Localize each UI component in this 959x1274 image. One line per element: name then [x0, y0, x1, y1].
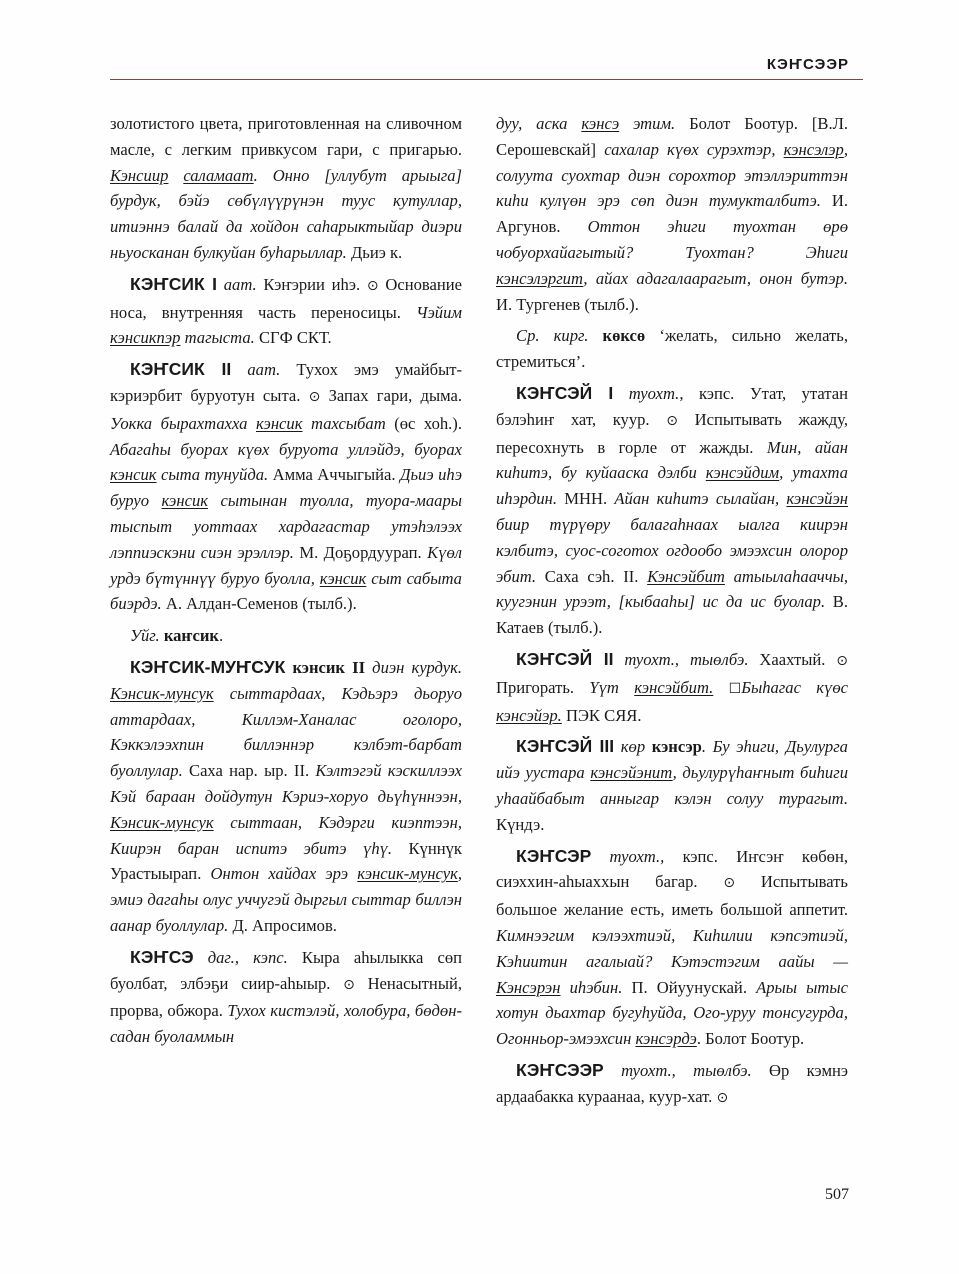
entry-continuation: дуу, аска кэнсэ этим. Болот Боотур. [В.Л. Серошевскай] сахалар күөх сурэхтэр, кэнсэлэр, солуута суохтар диэн сорохтор этэллэриттэн киһи кулүөн эрэ сөп диэн тумукталбитэ. И. Аргунов. Оттон эһиги туохтан өрө чобуорхайагытый? Туохтан? Эһиги кэнсэлэргит, айах адагалаарагыт, онон бутэр. И. Тургенев (тылб.).	[496, 114, 848, 314]
circle-dot-icon: ⊙	[716, 1089, 729, 1106]
etymology-note: Ср. кирг. көксө ‘желать, сильно желать, стремиться’.	[496, 326, 848, 372]
headword: КЭҤСЭЭР	[516, 1059, 604, 1080]
headword: КЭҤСЭР	[516, 845, 592, 866]
headword: КЭҤСИК II	[130, 359, 232, 380]
headword: КЭҤСИК-МУҤСУК	[130, 656, 286, 677]
headword: КЭҤСЭЙ III	[516, 736, 615, 757]
header-rule	[110, 79, 863, 80]
circle-dot-icon: ⊙	[836, 652, 848, 669]
headword: КЭҤСЭ	[130, 946, 194, 967]
page-number: 507	[825, 1186, 849, 1203]
running-head: КЭҤСЭЭР	[766, 56, 849, 73]
etymology-note: Уйг. каҥсик.	[130, 626, 224, 646]
entry-kensei-1: КЭҤСЭЙ I туохт., кэпс. Утат, утатан бэлэһиҥ хат, куур. ⊙ Испытывать жажду, пересохнуть в горле от жажды. Мин, айан киһитэ, бу куйааска дэлби кэнсэйдим, утахта иһэрдин. МНН. Айан киһитэ сылайан, кэнсэйэн биир түрүөру балагаһнаах ыалга киирэн кэлбитэ, суос-соготох огдообо эмээхсин олорор эбит. Саха сэһ. II. Кэнсэйбит атыылаһааччы, куугэнин урээт, [кыбааһы] ис да ис буолар. В. Катаев (тылб.).	[496, 382, 849, 638]
entry-kensei-3: КЭҤСЭЙ III көр кэнсэр. Бу эһиги, Дьулурга ийэ уустара кэнсэйэнит, дьулурүһаҥныт биһиги уһаайбабыт анныгар кэлэн солуу турагыт. Күндэ.	[496, 736, 848, 834]
circle-dot-icon: ⊙	[723, 875, 736, 892]
entry-kensik-1: КЭҤСИК I аат. Кэҥэрии иһэ. ⊙ Основание носа, внутренняя часть переносицы. Чэйим кэнсикпэр тагыста. СГФ СКТ.	[110, 273, 462, 348]
entry-kensik-2: КЭҤСИК II аат. Тухох эмэ умайбыт-кэриэрбит буруотун сыта. ⊙ Запах гари, дыма. Уокка бырахтахха кэнсик тахсыбат (өс хоһ.). Абагаһы буорах күөх буруота уллэйдэ, буорах кэнсик сыта тунуйда. Амма Аччыгыйа. Дьиэ иһэ буруо кэнсик сытынан туолла, туора-маары тыспыт уоттаах хардагастар утэһэлээх лэппиэскэни сиэн эрэллэр. М. Доҕордуурап. Күөл урдэ бүтүннүү буруо буолла, кэнсик сыт сабыта биэрдэ. А. Алдан-Семенов (тылб.).	[110, 359, 463, 614]
headword: КЭҤСЭЙ I	[516, 382, 614, 403]
right-column	[496, 111, 848, 1117]
headword: КЭҤСЭЙ II	[516, 648, 614, 669]
headword: КЭҤСИК I	[130, 273, 217, 294]
entry-kenser: КЭҤСЭР туохт., кэпс. Иҥсэҥ көбөн, сиэххин-аһыаххын багар. ⊙ Испытывать большое желание есть, иметь большой аппетит. Кимнээгим кэлээхтиэй, Киһилии кэпсэтиэй, Кэһиитин агалыай? Кэтэстэгим аайы — Кэнсэрэн иһэбин. П. Ойуунускай. Арыы ытыс хотун дьахтар бугуһуйда, Ого-уруу тонсугурда, Огонньор-эмээхсин кэнсэрдэ. Болот Боотур.	[496, 845, 848, 1049]
entry-kensik-munsuk: КЭҤСИК-МУҤСУК кэнсик II диэн курдук. Кэнсик-мунсук сыттардаах, Кэдьэрэ дьоруо аттардаах, Киллэм-Ханалас оголоро, Кэккэлээхпин биллэннэр кэлбэт-барбат буоллулар. Саха нар. ыр. II. Кэлтэгэй кэскиллээх Кэй бараан дойдутун Кэриэ-хоруо дьүһүннээн, Кэнсик-мунсук сыттаан, Кэдэрги киэптээн, Киирэн баран испитэ эбитэ үһү. Күннүк Урастыырап. Онтон хайдах эрэ кэнсик-мунсук, эмиэ дагаһы олус уччугэй дыргыл сыттар биллэн аанар буоллулар. Д. Апросимов.	[110, 656, 462, 935]
circle-dot-icon: ⊙	[366, 277, 379, 294]
entry-kense: КЭҤСЭ даг., кэпс. Кыра аһылыкка сөп буолбат, элбэҕи сиир-аһыыр. ⊙ Ненасытный, прорва, обжора. Тухох кистэлэй, холобура, бөдөн-садан буоламмын	[110, 946, 462, 1047]
entry-kenseer: КЭҤСЭЭР туохт., тыөлбэ. Өр кэмнэ ардаабакка кураанаа, куур-хат. ⊙	[496, 1059, 848, 1106]
left-column	[110, 111, 462, 1056]
entry-kensei-2: КЭҤСЭЙ II туохт., тыөлбэ. Хаахтый. ⊙ Пригорать. Үүт кэнсэйбит. ☐Быһагас күөс кэнсэйэр. ПЭК СЯЯ.	[496, 648, 848, 725]
circle-dot-icon: ⊙	[308, 388, 321, 405]
circle-dot-icon: ⊙	[343, 976, 355, 993]
square-icon: ☐	[728, 680, 742, 697]
entry-continuation: золотистого цвета, приготовленная на сливочном масле, с легким привкусом гари, с пригарью. Кэнсиир саламаат. Онно [уллубут арыыга] бурдук, бэйэ сөбүлүүрүнэн туус кутуллар, итиэннэ балай да хойдон саһарыктыйар диэри ньуосканан булкуйан буһарыллар. Дьиэ к.	[110, 114, 462, 262]
circle-dot-icon: ⊙	[666, 412, 678, 429]
